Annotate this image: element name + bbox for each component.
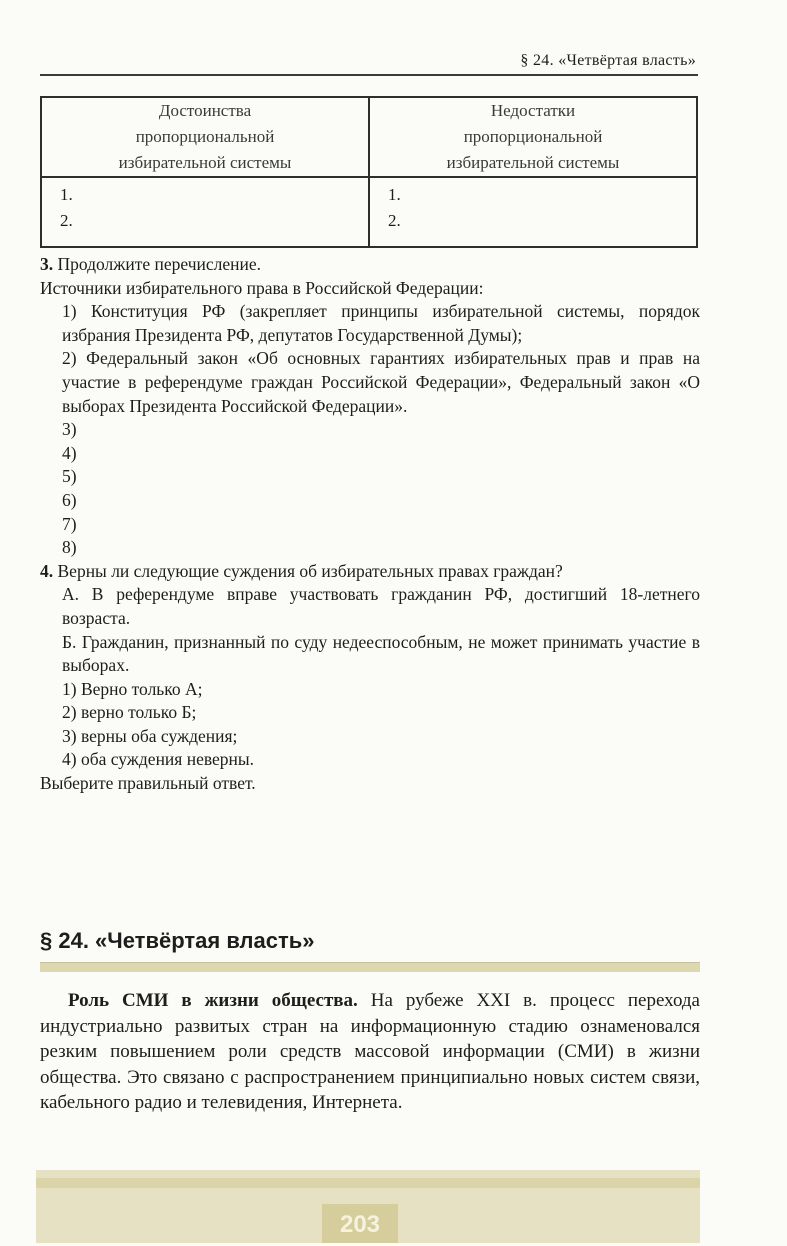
answer-option: 1) Верно только А; (62, 678, 203, 699)
blank-item: 4) (62, 442, 77, 463)
footer-stripe (36, 1178, 700, 1188)
list-item: 2. (388, 211, 401, 230)
list-item: 1. (60, 185, 73, 204)
tasks-block (40, 253, 700, 796)
statement-a: А. В референдуме вправе участвовать гражданин РФ, достигший 18-летнего возраста. (62, 584, 700, 628)
list-item: 2. (60, 211, 73, 230)
table-header-row (41, 97, 697, 177)
header-line: пропорциональной (135, 127, 275, 146)
header-rule (40, 74, 698, 76)
blank-item: 7) (62, 513, 77, 534)
paragraph-body: На рубеже XXI в. процесс перехода индустриально развитых стран на информационную стадию ознаменовался резким повышением роли средств массовой информации (СМИ) в жизни общества. Это связано с распространением принципиально новых систем связи, кабельного радио и телевидения, Интернета. (40, 990, 700, 1113)
task-3-item-2: 2) Федеральный закон «Об основных гарантиях избирательных прав и прав на участие в референдуме граждан Российской Федерации», Федеральный закон «О выборах Президента Российской Федерации». (62, 348, 700, 416)
page-number: 203 (322, 1204, 398, 1243)
task-number: 3. (40, 254, 54, 274)
section-rule (40, 962, 700, 972)
header-line: избирательной системы (118, 153, 292, 172)
table-cell-disadvantages (369, 177, 697, 247)
header-line: избирательной системы (446, 153, 620, 172)
table-header-advantages (41, 97, 369, 177)
running-header: § 24. «Четвёртая власть» (520, 52, 696, 69)
task-3-title (40, 253, 700, 277)
paragraph-text (40, 988, 700, 1116)
task-title: Продолжите перечисление. (57, 254, 262, 274)
header-line: Недостатки (490, 101, 576, 120)
task-question: Верны ли следующие суждения об избирательных правах граждан? (57, 560, 563, 581)
paragraph-lead: Роль СМИ в жизни общества. (68, 990, 358, 1011)
blank-item: 3) (62, 419, 77, 440)
statement-b: Б. Гражданин, признанный по суду недееспособным, не может принимать участие в выборах. (62, 631, 700, 676)
comparison-table (40, 96, 698, 248)
answer-option: 2) верно только Б; (62, 702, 197, 723)
blank-item: 8) (62, 537, 77, 558)
task-4-question (40, 560, 700, 584)
blank-item: 6) (62, 489, 77, 510)
task-4-instruction: Выберите правильный ответ. (40, 773, 256, 794)
table-header-disadvantages (369, 97, 697, 177)
section-paragraph (40, 988, 700, 1116)
task-3-intro: Источники избирательного права в Российской Федерации: (40, 277, 484, 298)
list-item: 1. (388, 185, 401, 204)
task-number: 4. (40, 560, 54, 581)
section-title: § 24. «Четвёртая власть» (40, 928, 315, 953)
header-line: Достоинства (158, 101, 252, 120)
answer-option: 4) оба суждения неверны. (62, 749, 255, 770)
blank-item: 5) (62, 466, 77, 487)
table-body-row (41, 177, 697, 247)
answer-option: 3) верны оба суждения; (62, 725, 238, 746)
header-line: пропорциональной (463, 127, 603, 146)
task-3-item-1: 1) Конституция РФ (закрепляет принципы избирательной системы, порядок избрания Президента РФ, депутатов Государственной Думы); (62, 301, 700, 345)
table-cell-advantages (41, 177, 369, 247)
